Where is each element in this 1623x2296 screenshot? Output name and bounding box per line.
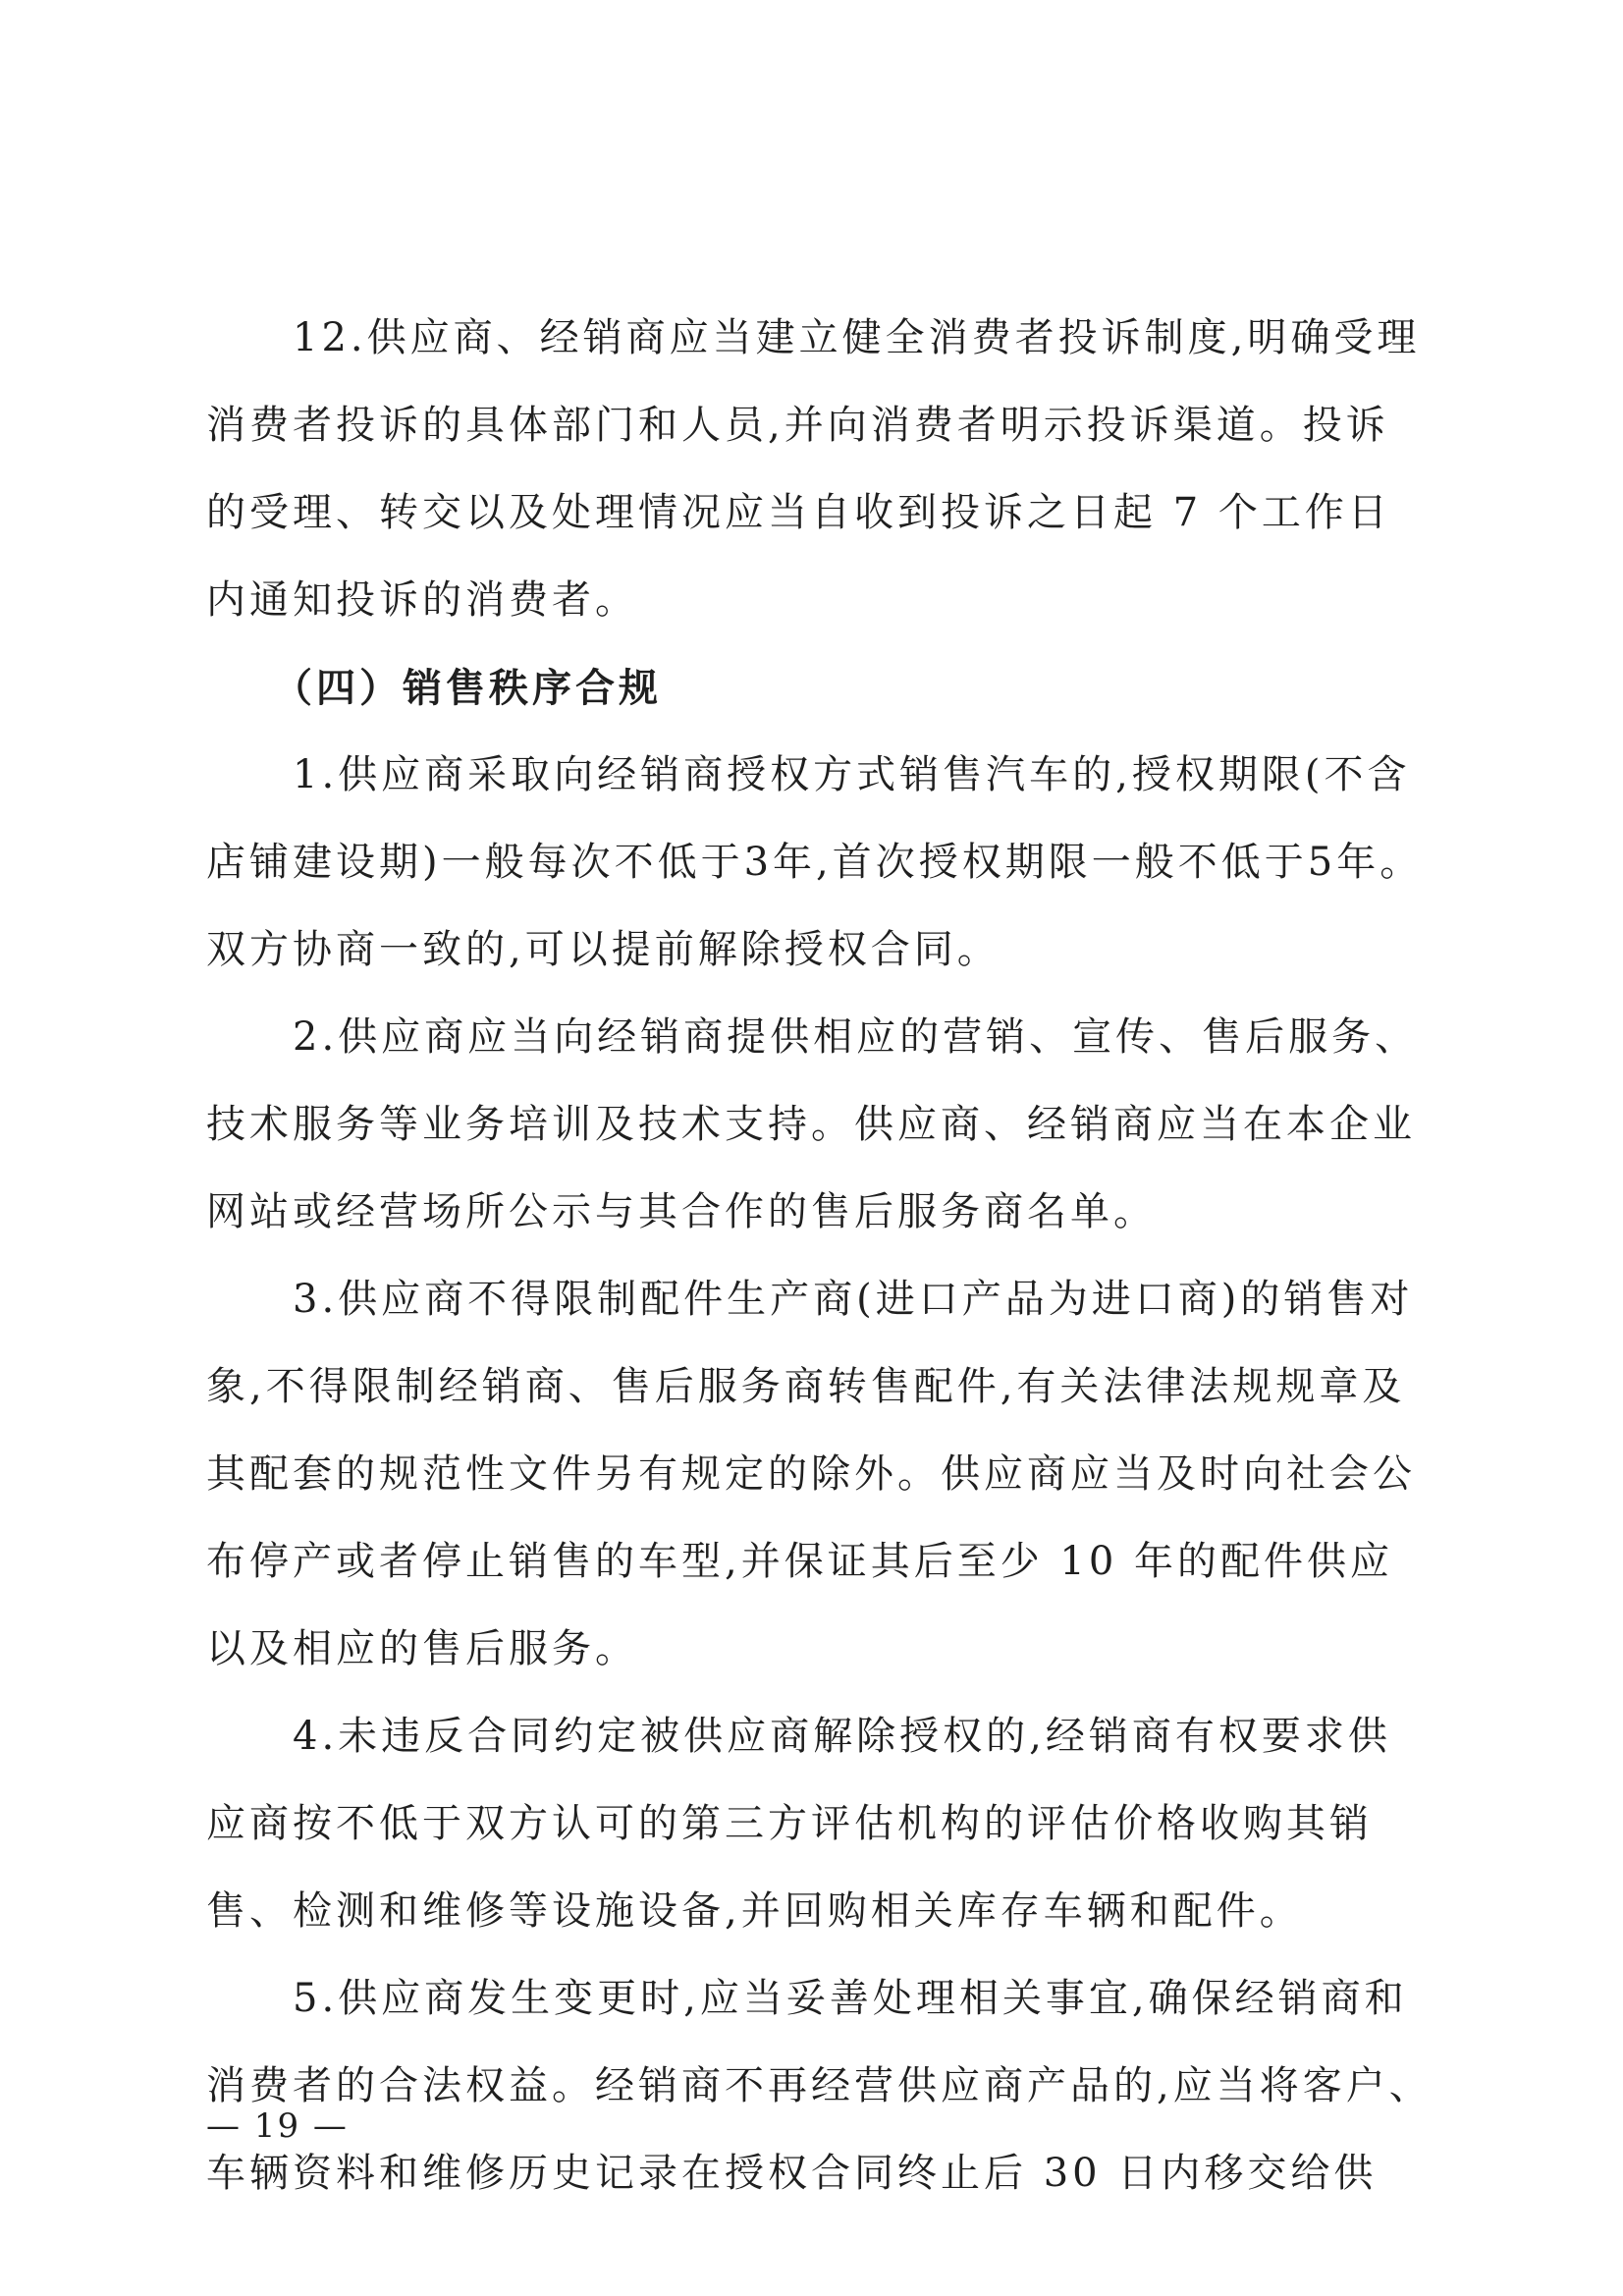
paragraph-line: 2.供应商应当向经销商提供相应的营销、宣传、售后服务、 [206,1014,1419,1060]
paragraph-line: 技术服务等业务培训及技术支持。供应商、经销商应当在本企业 [206,1102,1416,1147]
body-text [206,295,1433,2217]
paragraph-line: 5.供应商发生变更时,应当妥善处理相关事宜,确保经销商和 [206,1976,1408,2021]
paragraph-line: 售、检测和维修等设施设备,并回购相关库存车辆和配件。 [206,1888,1303,1934]
paragraph-line: 消费者投诉的具体部门和人员,并向消费者明示投诉渠道。投诉 [206,403,1389,448]
paragraph-line: 店铺建设期)一般每次不低于3年,首次授权期限一般不低于5年。 [206,840,1424,885]
paragraph-line: 的受理、转交以及处理情况应当自收到投诉之日起 7 个工作日 [206,490,1391,535]
paragraph-line: 应商按不低于双方认可的第三方评估机构的评估价格收购其销 [206,1801,1373,1846]
paragraph-line: 3.供应商不得限制配件生产商(进口产品为进口商)的销售对 [206,1277,1414,1322]
page-number: — 19 — [206,2106,349,2146]
paragraph-line: 消费者的合法权益。经销商不再经营供应商产品的,应当将客户、 [206,2063,1433,2108]
paragraph-line: 以及相应的售后服务。 [206,1626,638,1671]
paragraph-line: 其配套的规范性文件另有规定的除外。供应商应当及时向社会公 [206,1451,1416,1497]
paragraph-line: 4.未违反合同约定被供应商解除授权的,经销商有权要求供 [206,1714,1391,1759]
paragraph-line: 网站或经营场所公示与其合作的售后服务商名单。 [206,1189,1157,1234]
paragraph-line: 象,不得限制经销商、售后服务商转售配件,有关法律法规规章及 [206,1364,1406,1409]
paragraph-line: 车辆资料和维修历史记录在授权合同终止后 30 日内移交给供 [206,2151,1378,2196]
paragraph-line: 12.供应商、经销商应当建立健全消费者投诉制度,明确受理 [206,315,1421,360]
paragraph-line: 布停产或者停止销售的车型,并保证其后至少 10 年的配件供应 [206,1539,1394,1584]
paragraph-line: 1.供应商采取向经销商授权方式销售汽车的,授权期限(不含 [206,752,1411,797]
paragraph-line: 双方协商一致的,可以提前解除授权合同。 [206,927,1001,972]
paragraph-line: 内通知投诉的消费者。 [206,577,638,623]
section-heading: （四）销售秩序合规 [206,665,662,711]
